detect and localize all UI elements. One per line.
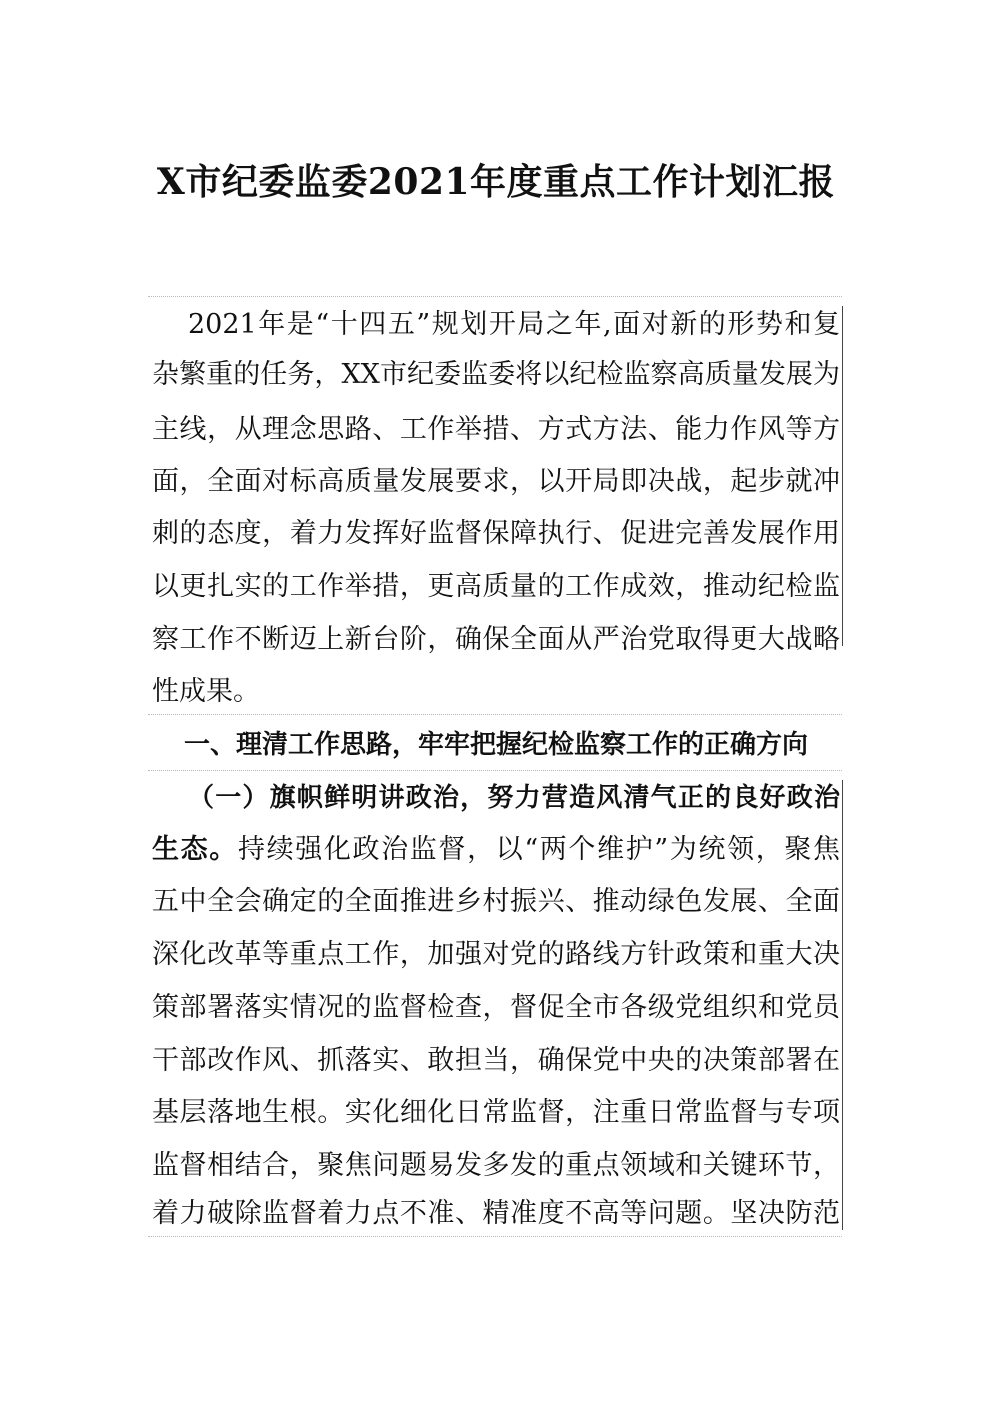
intro-line-8: 性成果。: [152, 676, 260, 707]
intro-line-4: 面，全面对标高质量发展要求，以开局即决战，起步就冲: [152, 466, 840, 497]
paragraph-bottom-rule: [148, 714, 842, 715]
paragraph-top-rule: [148, 296, 842, 297]
intro-line-1: 2021年是“十四五”规划开局之年,面对新的形势和复: [188, 309, 840, 340]
subsection-heading-tail: 生态。: [152, 834, 238, 865]
subsection-bottom-rule: [148, 1236, 842, 1237]
section-heading-1: 一、理清工作思路，牢牢把握纪检监察工作的正确方向: [183, 730, 808, 760]
subsection-line-2-text: 持续强化政治监督，以“两个维护”为统领，聚焦: [237, 834, 841, 865]
subsection-line-3: 五中全会确定的全面推进乡村振兴、推动绿色发展、全面: [152, 886, 840, 917]
section-heading-rule: [148, 770, 842, 771]
intro-line-3: 主线，从理念思路、工作举措、方式方法、能力作风等方: [152, 414, 840, 445]
document-title: X市纪委监委2021年度重点工作计划汇报: [156, 161, 836, 203]
intro-line-2: 杂繁重的任务，XX市纪委监委将以纪检监察高质量发展为: [152, 359, 840, 390]
subsection-line-6: 干部改作风、抓落实、敢担当，确保党中央的决策部署在: [152, 1045, 840, 1076]
subsection-right-border: [842, 780, 843, 1230]
subsection-line-7: 基层落地生根。实化细化日常监督，注重日常监督与专项: [152, 1097, 840, 1128]
intro-line-7: 察工作不断迈上新台阶，确保全面从严治党取得更大战略: [152, 624, 840, 655]
paragraph-right-border: [842, 306, 843, 646]
subsection-line-5: 策部署落实情况的监督检查，督促全市各级党组织和党员: [152, 992, 840, 1023]
subsection-line-2: [152, 830, 840, 870]
subsection-line-4: 深化改革等重点工作，加强对党的路线方针政策和重大决: [152, 939, 840, 970]
subsection-line-8: 监督相结合，聚焦问题易发多发的重点领域和关键环节，: [152, 1150, 840, 1181]
intro-line-5: 刺的态度，着力发挥好监督保障执行、促进完善发展作用: [152, 518, 840, 549]
subsection-line-9: 着力破除监督着力点不准、精准度不高等问题。坚决防范: [152, 1198, 840, 1229]
subsection-heading-1: （一）旗帜鲜明讲政治，努力营造风清气正的良好政治: [188, 783, 840, 813]
intro-line-6: 以更扎实的工作举措，更高质量的工作成效，推动纪检监: [152, 571, 840, 602]
